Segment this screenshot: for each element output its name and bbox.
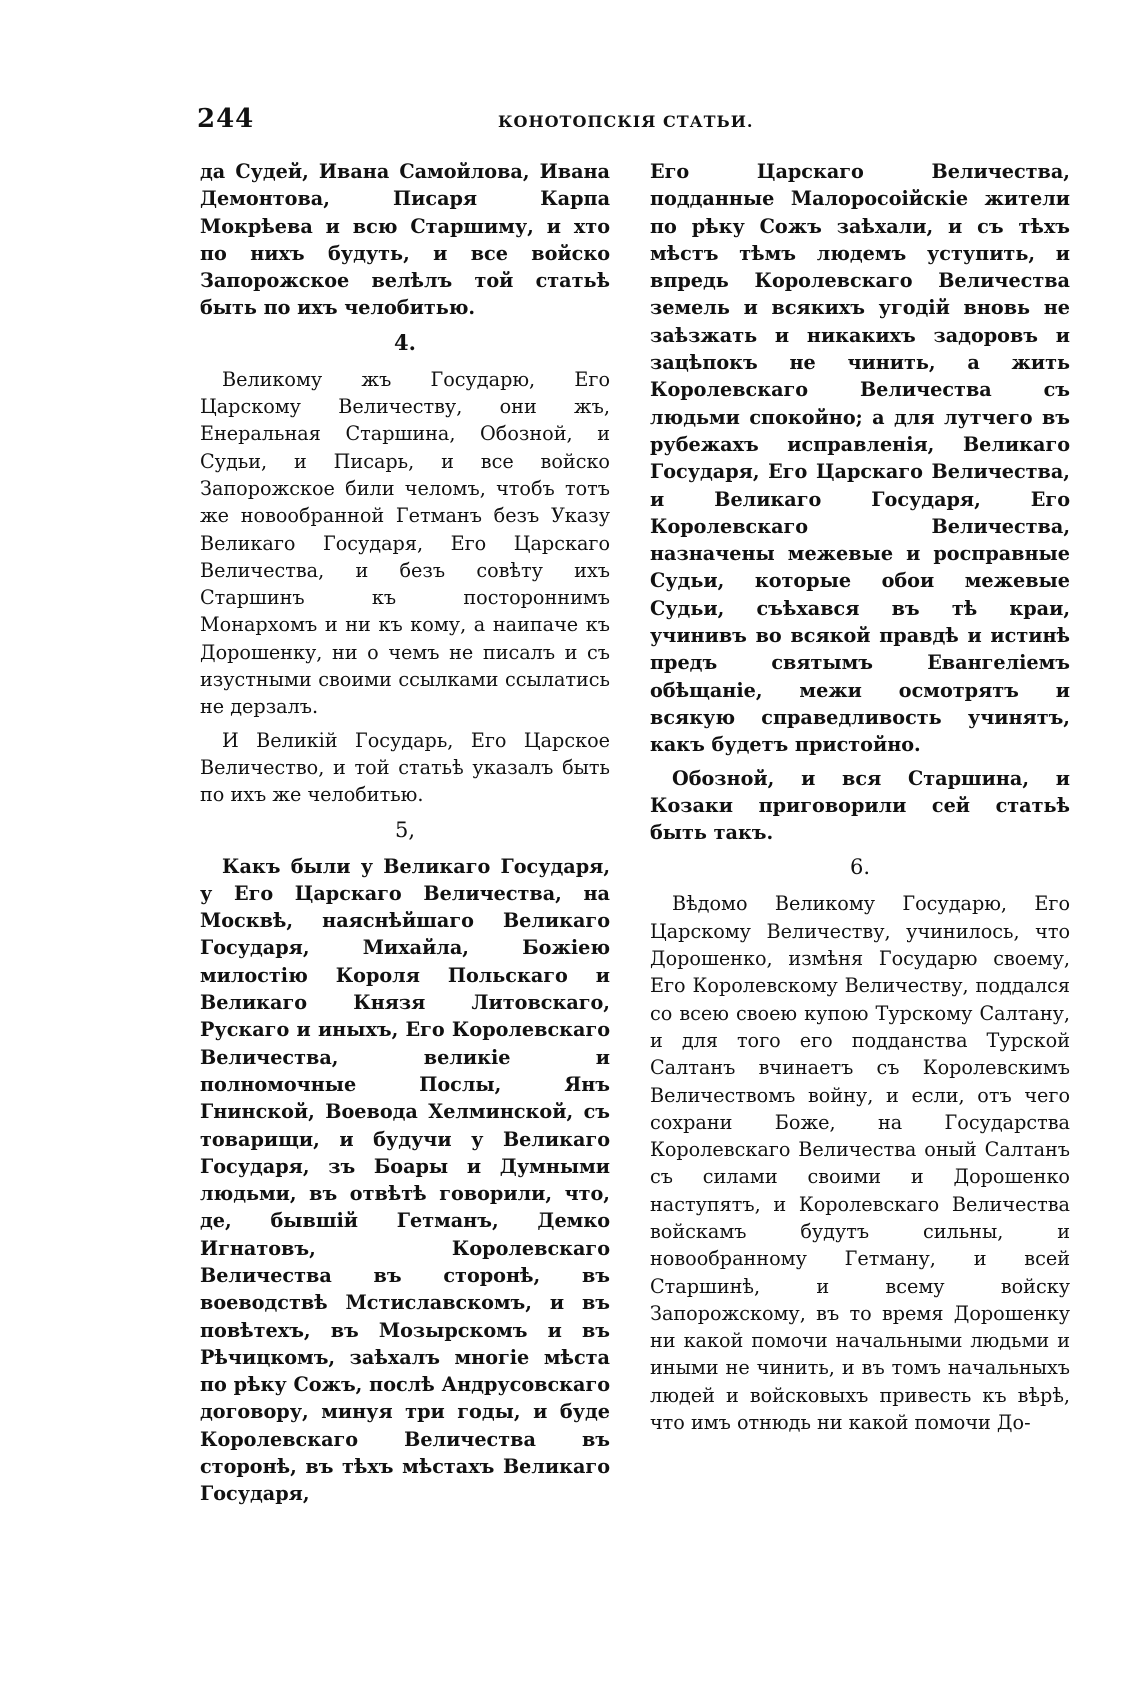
paragraph-section-6: Вѣдомо Великому Государю, Его Царскому Величеству, учинилось, что Дорошенко, измѣня Государю своему, Его Королевскому Величеству, поддался со всею своею купою Турскому Салтану, и для того его подданства Турской Салтанъ вчинаетъ съ Королевскимъ Величествомъ войну, и если, отъ чего сохрани Боже, на Государства Королевскаго Величества оный Салтанъ съ силами своими и Дорошенко наступятъ, и Королевскаго Величества войскамъ будутъ сильны, и новообранному Гетману, и всей Старшинѣ, и всему войску Запорожскому, въ то время Дорошенку ни какой помочи начальными людьми и иными не чинить, и въ томъ начальныхъ людей и войсковыхъ привесть къ вѣрѣ, что имъ отнюдь ни какой помочи До- [650, 892, 1070, 1435]
paragraph-section-4: Великому жъ Государю, Его Царскому Величеству, они жъ, Енеральная Старшина, Обозной, и Судьи, и Писарь, и все войско Запорожское били челомъ, чтобъ тотъ же новообранной Гетманъ безъ Указу Великаго Государя, Его Царскаго Величества, и безъ совѣту ихъ Старшинъ къ постороннимъ Монархомъ и ни къ кому, а наипаче къ Дорошенку, ни о чемъ не писалъ и съ изустными своими ссылками ссылатись не дерзалъ. [200, 367, 610, 719]
right-column [650, 158, 1070, 1436]
paragraph-section-4-resolution: И Великій Государь, Его Царское Величество, и той статьѣ указалъ быть по ихъ же челобитью. [200, 728, 610, 807]
left-column [200, 158, 610, 1508]
paragraph-continuation: да Судей, Ивана Самойлова, Ивана Демонтова, Писаря Карпа Мокрѣева и всю Старшиму, и хто по нихъ будуть, и все войско Запорожское велѣлъ той статьѣ быть по ихъ челобитью. [200, 160, 610, 320]
page-number: 244 [197, 104, 255, 134]
section-number-4: 4. [394, 329, 416, 355]
section-number-6: 6. [849, 855, 871, 880]
running-title: КОНОТОПСКІЯ СТАТЬИ. [498, 112, 754, 131]
paragraph-continuation-right: Его Царскаго Величества, подданные Малоросоійскіе жители по рѣку Сожъ заѣхали, и съ тѣхъ мѣстъ тѣмъ людемъ уступить, и впредь Королевскаго Величества земель и всякихъ угодій вновь не заѣзжать и никакихъ задоровъ и зацѣпокъ не чинить, а жить Королевскаго Величества съ людьми спокойно; а для лутчего въ рубежахъ исправленія, Великаго Государя, Его Царскаго Величества, и Великаго Государя, Его Королевскаго Величества, назначены межевые и росправные Судьи, которые обои межевые Судьи, съѣхався въ тѣ краи, учинивъ во всякой правдѣ и истинѣ предъ святымъ Евангеліемъ обѣщаніе, межи осмотрятъ и всякую справедливость учинятъ, какъ будетъ пристойно. [650, 160, 1070, 757]
paragraph-resolution-right: Обозной, и вся Старшина, и Козаки приговорили сей статьѣ быть такъ. [650, 766, 1070, 845]
paragraph-section-5: Какъ были у Великаго Государя, у Его Царскаго Величества, на Москвѣ, наяснѣйшаго Великаго Государя, Михайла, Божіею милостію Короля Польскаго и Великаго Князя Литовскаго, Рускаго и иныхъ, Его Королевскаго Величества, великіе и полномочные Послы, Янъ Гнинской, Воевода Хелминской, съ товарищи, и будучи у Великаго Государя, зъ Боары и Думными людьми, въ отвѣтѣ говорили, что, де, бывшій Гетманъ, Демко Игнатовъ, Королевскаго Величества въ сторонѣ, въ воеводствѣ Мстиславскомъ, и въ повѣтехъ, въ Мозырскомъ и въ Рѣчицкомъ, заѣхалъ многіе мѣста по рѣку Сожъ, послѣ Андрусовскаго договору, минуя три годы, и буде Королевскаго Величества въ сторонѣ, въ тѣхъ мѣстахъ Великаго Государя, [200, 854, 610, 1506]
section-number-5: 5, [394, 817, 416, 842]
